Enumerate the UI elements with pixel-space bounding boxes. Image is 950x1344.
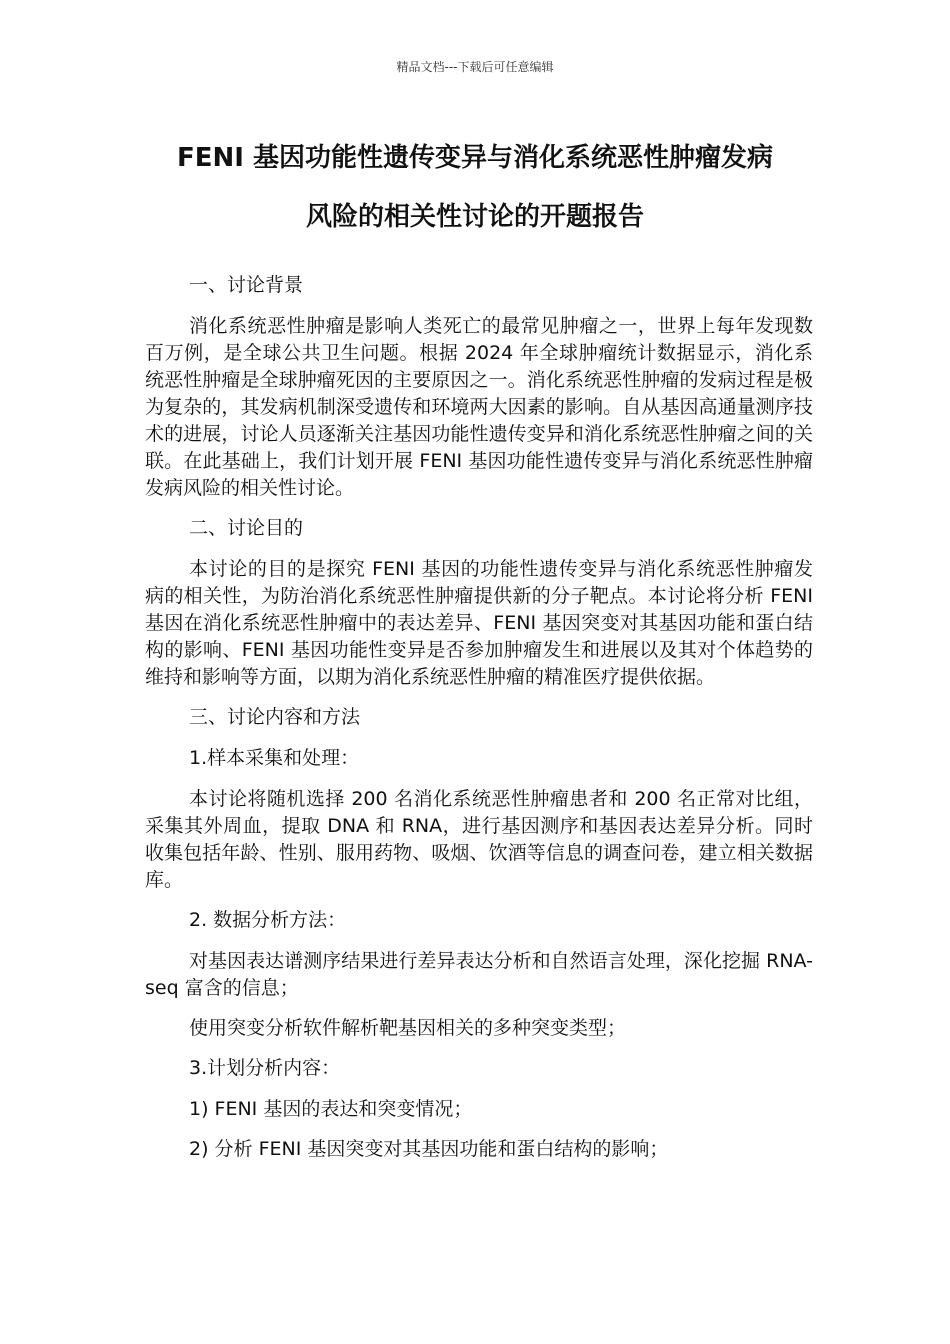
document-title-line-1: FENI 基因功能性遗传变异与消化系统恶性肿瘤发病 bbox=[176, 143, 773, 173]
header-note: 精品文档---下载后可任意编辑 bbox=[396, 60, 554, 74]
document-title-line-2: 风险的相关性讨论的开题报告 bbox=[305, 202, 644, 232]
list-item-plan-2: 2) 分析 FENI 基因突变对其基因功能和蛋白结构的影响； bbox=[189, 1138, 669, 1160]
document-body bbox=[145, 272, 813, 1176]
subheading-data-analysis: 2. 数据分析方法： bbox=[189, 909, 347, 931]
section-heading-content-methods: 三、讨论内容和方法 bbox=[189, 706, 361, 728]
paragraph-data-analysis-1: 对基因表达谱测序结果进行差异表达分析和自然语言处理，深化挖掘 RNA-seq 富含的信息； bbox=[145, 950, 813, 999]
section-heading-background: 一、讨论背景 bbox=[189, 274, 304, 296]
section-heading-purpose: 二、讨论目的 bbox=[189, 517, 304, 539]
paragraph-background: 消化系统恶性肿瘤是影响人类死亡的最常见肿瘤之一，世界上每年发现数百万例，是全球公共卫生问题。根据 2024 年全球肿瘤统计数据显示，消化系统恶性肿瘤是全球肿瘤死因的主要原因之一。消化系统恶性肿瘤的发病过程是极为复杂的，其发病机制深受遗传和环境两大因素的影响。自从基因高通量测序技术的进展，讨论人员逐渐关注基因功能性遗传变异和消化系统恶性肿瘤之间的关联。在此基础上，我们计划开展 FENI 基因功能性遗传变异与消化系统恶性肿瘤发病风险的相关性讨论。 bbox=[145, 315, 813, 499]
subheading-sample-collection: 1.样本采集和处理： bbox=[189, 747, 360, 769]
list-item-plan-1: 1) FENI 基因的表达和突变情况； bbox=[189, 1098, 473, 1120]
paragraph-purpose: 本讨论的目的是探究 FENI 基因的功能性遗传变异与消化系统恶性肿瘤发病的相关性，为防治消化系统恶性肿瘤提供新的分子靶点。本讨论将分析 FENI 基因在消化系统恶性肿瘤中的表达差异、FENI 基因突变对其基因功能和蛋白结构的影响、FENI 基因功能性变异是否参加肿瘤发生和进展以及其对个体趋势的维持和影响等方面，以期为消化系统恶性肿瘤的精准医疗提供依据。 bbox=[145, 558, 813, 688]
paragraph-sample-collection: 本讨论将随机选择 200 名消化系统恶性肿瘤患者和 200 名正常对比组，采集其外周血，提取 DNA 和 RNA，进行基因测序和基因表达差异分析。同时收集包括年龄、性别、服用药物、吸烟、饮酒等信息的调查问卷，建立相关数据库。 bbox=[145, 788, 813, 891]
subheading-analysis-plan: 3.计划分析内容： bbox=[189, 1057, 341, 1079]
paragraph-data-analysis-2: 使用突变分析软件解析靶基因相关的多种突变类型； bbox=[189, 1017, 627, 1039]
